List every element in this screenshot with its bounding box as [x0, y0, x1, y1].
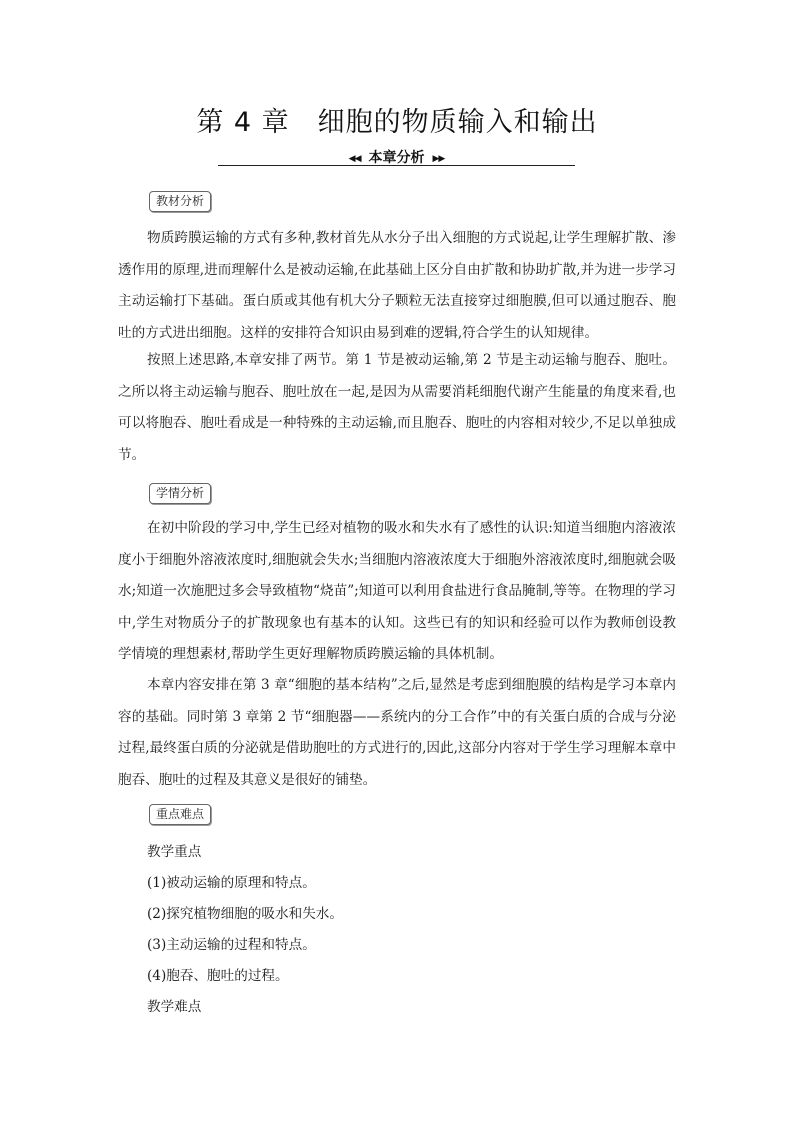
focus-item-4: (4)胞吞、胞吐的过程。	[147, 968, 289, 984]
section-header	[218, 147, 575, 167]
focus-item-2: (2)探究植物细胞的吸水和失水。	[147, 906, 343, 922]
focus-item-1: (1)被动运输的原理和特点。	[147, 875, 316, 891]
textbook-paragraph-1: 物质跨膜运输的方式有多种,教材首先从水分子出入细胞的方式说起,让学生理解扩散、渗透作用的原理,进而理解什么是被动运输,在此基础上区分自由扩散和协助扩散,并为进一步学习主动运输打下基础。蛋白质或其他有机大分子颗粒无法直接穿过细胞膜,但可以通过胞吞、胞吐的方式进出细胞。这样的安排符合知识由易到难的逻辑,符合学生的认知规律。	[118, 230, 676, 341]
teaching-focus-heading: 教学重点	[147, 844, 202, 860]
section-label-wrap	[218, 147, 575, 167]
teaching-difficulty-heading: 教学难点	[147, 999, 202, 1015]
section-label: 本章分析	[368, 150, 425, 166]
student-paragraph-1: 在初中阶段的学习中,学生已经对植物的吸水和失水有了感性的认识:知道当细胞内溶液浓度小于细胞外溶液浓度时,细胞就会失水;当细胞内溶液浓度大于细胞外溶液浓度时,细胞就会吸水;知道一次施肥过多会导致植物“烧苗”;知道可以利用食盐进行食品腌制,等等。在物理的学习中,学生对物质分子的扩散现象也有基本的认知。这些已有的知识和经验可以作为教师创设教学情境的理想素材,帮助学生更好理解物质跨膜运输的具体机制。	[118, 520, 676, 662]
double-right-arrow-icon: ▶▶	[432, 154, 445, 164]
double-left-arrow-icon: ◀◀	[348, 154, 361, 164]
student-paragraph-2: 本章内容安排在第 3 章“细胞的基本结构”之后,显然是考虑到细胞膜的结构是学习本章内容的基础。同时第 3 章第 2 节“细胞器——系统内的分工合作”中的有关蛋白质的合成与分泌过程,最终蛋白质的分泌就是借助胞吐的方式进行的,因此,这部分内容对于学生学习理解本章中胞吞、胞吐的过程及其意义是很好的铺垫。	[118, 677, 676, 788]
chapter-title: 第 4 章 细胞的物质输入和输出	[196, 107, 598, 138]
textbook-paragraph-2: 按照上述思路,本章安排了两节。第 1 节是被动运输,第 2 节是主动运输与胞吞、胞吐。之所以将主动运输与胞吞、胞吐放在一起,是因为从需要消耗细胞代谢产生能量的角度来看,也可以将胞吞、胞吐看成是一种特殊的主动运输,而且胞吞、胞吐的内容相对较少,不足以单独成节。	[118, 352, 676, 463]
student-analysis-tag: 学情分析	[149, 483, 211, 504]
textbook-analysis-tag: 教材分析	[149, 191, 211, 212]
focus-item-3: (3)主动运输的过程和特点。	[147, 937, 316, 953]
key-points-tag: 重点难点	[149, 804, 211, 825]
